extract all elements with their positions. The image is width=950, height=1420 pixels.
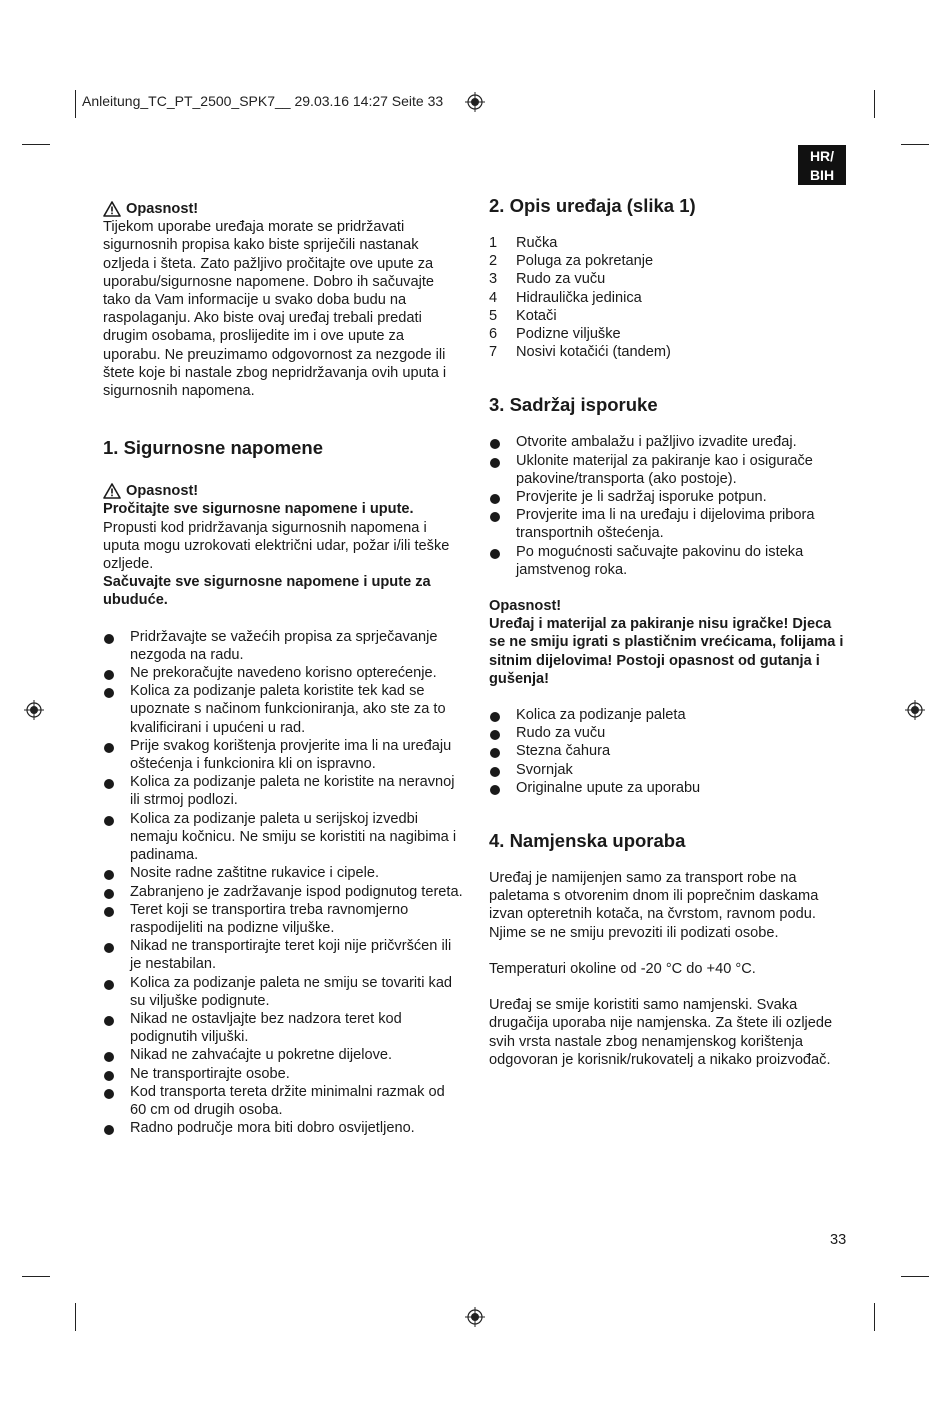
page-number: 33 <box>830 1232 847 1248</box>
list-item: Prije svakog korištenja provjerite ima li na uređaju oštećenja i funkcionira kli on ispravno. <box>103 737 463 773</box>
list-item: Nikad ne zahvaćajte u pokretne dijelove. <box>103 1046 463 1064</box>
part-label: Nosivi kotačići (tandem) <box>516 344 671 361</box>
part-number: 4 <box>489 289 498 306</box>
list-item: Stezna čahura <box>489 742 849 760</box>
list-item: Teret koji se transportira treba ravnomjerno raspodijeliti na podizne viljuške. <box>103 901 463 937</box>
intro-warning-label: Opasnost! <box>126 201 199 217</box>
list-item <box>489 252 849 270</box>
section-4-heading: 4. Namjenska uporaba <box>489 830 686 852</box>
list-item: Kolica za podizanje paleta ne koristite na neravnoj ili strmoj podlozi. <box>103 773 463 809</box>
list-item: Radno područje mora biti dobro osvijetljeno. <box>103 1119 463 1137</box>
crop-mark <box>874 90 875 118</box>
list-item: Kod transporta tereta držite minimalni razmak od 60 cm od drugih osoba. <box>103 1083 463 1119</box>
part-label: Hidraulička jedinica <box>516 289 642 306</box>
delivery-steps-list <box>489 433 849 579</box>
list-item: Provjerite je li sadržaj isporuke potpun. <box>489 488 849 506</box>
list-item: Provjerite ima li na uređaju i dijelovima pribora transportnih oštećenja. <box>489 506 849 542</box>
packaging-warning-text: Uređaj i materijal za pakiranje nisu igračke! Djeca se ne smiju igrati s plastičnim vrećicama, folijama i sitnim dijelovima! Postoji opasnost od gutanja i gušenja! <box>489 616 844 687</box>
crop-mark <box>75 90 76 118</box>
parts-list <box>489 234 849 361</box>
list-item <box>489 307 849 325</box>
list-item: Kolica za podizanje paleta koristite tek kad se upoznate s načinom funkcioniranja, ako ste za to kvalificirani i upućeni u rad. <box>103 682 463 737</box>
crop-mark <box>901 144 929 145</box>
delivery-contents-list <box>489 706 849 797</box>
registration-mark-icon <box>465 92 485 112</box>
list-item: Pridržavajte se važećih propisa za sprječavanje nezgoda na radu. <box>103 628 463 664</box>
list-item: Nikad ne transportirajte teret koji nije pričvršćen ili je nestabilan. <box>103 937 463 973</box>
list-item <box>489 234 849 252</box>
list-item: Nosite radne zaštitne rukavice i cipele. <box>103 864 463 882</box>
intro-warning-title <box>103 200 463 218</box>
warning-triangle-icon <box>103 201 121 217</box>
section-3-heading: 3. Sadržaj isporuke <box>489 394 658 416</box>
left-column <box>103 200 463 1137</box>
part-label: Poluga za pokretanje <box>516 253 654 270</box>
section-1-warning-title <box>103 482 463 500</box>
list-item: Rudo za vuču <box>489 724 849 742</box>
section-1-warning-label: Opasnost! <box>126 483 199 500</box>
crop-mark <box>874 1303 875 1331</box>
list-item: Nikad ne ostavljajte bez nadzora teret kod podignutih viljuški. <box>103 1010 463 1046</box>
part-label: Rudo za vuču <box>516 271 606 288</box>
crop-mark <box>901 1276 929 1277</box>
list-item <box>489 289 849 307</box>
warning-triangle-icon <box>103 483 121 499</box>
list-item: Svornjak <box>489 761 849 779</box>
list-item <box>489 325 849 343</box>
part-label: Ručka <box>516 235 558 251</box>
temperature-paragraph: Temperaturi okoline od -20 °C do +40 °C. <box>489 960 756 977</box>
list-item <box>489 270 849 288</box>
list-item: Zabranjeno je zadržavanje ispod podignutog tereta. <box>103 883 463 901</box>
list-item: Originalne upute za uporabu <box>489 779 849 797</box>
part-number: 6 <box>489 326 498 343</box>
keep-instructions: Sačuvajte sve sigurnosne napomene i upute za ubuduće. <box>103 574 431 609</box>
crop-mark <box>75 1303 76 1331</box>
part-number: 3 <box>489 271 498 288</box>
part-number: 1 <box>489 235 498 251</box>
packaging-warning-title: Opasnost! <box>489 598 562 615</box>
crop-mark <box>22 1276 50 1277</box>
read-all-instructions: Pročitajte sve sigurnosne napomene i upute. <box>103 501 414 518</box>
part-number: 7 <box>489 344 498 361</box>
intended-use-paragraph: Uređaj je namijenjen samo za transport robe na paletama s otvorenim dnom ili poprečnim daskama izvan opteretnih kotača, na čvrstom, ravnom podu. Njime se ne smiju prevoziti ili podizati osobe. <box>489 870 819 941</box>
part-number: 2 <box>489 253 498 270</box>
registration-mark-icon <box>465 1307 485 1327</box>
intro-warning-text: Tijekom uporabe uređaja morate se pridržavati sigurnosnih propisa kako biste spriječili nastanak ozljeda i šteta. Zato pažljivo pročitajte ove upute za uporabu/sigurnosne napomene. Dobro ih sačuvajte tako da Vam informacije u svako doba budu na raspolaganju. Ako biste ovaj uređaj trebali predati drugim osobama, proslijedite im i ove upute za uporabu. Ne preuzimamo odgovornost za nezgode ili štete koje bi nastale zbog nepridržavanja ovih uputa i sigurnosnih napomena. <box>103 219 447 400</box>
registration-mark-icon <box>905 700 925 720</box>
list-item: Otvorite ambalažu i pažljivo izvadite uređaj. <box>489 433 849 451</box>
list-item: Ne transportirajte osobe. <box>103 1065 463 1083</box>
print-slug: Anleitung_TC_PT_2500_SPK7__ 29.03.16 14:27 Seite 33 <box>82 93 444 109</box>
list-item: Kolica za podizanje paleta ne smiju se tovariti kad su viljuške podignute. <box>103 974 463 1010</box>
list-item: Uklonite materijal za pakiranje kao i osigurače pakovine/transporta (ako postoje). <box>489 452 849 488</box>
registration-mark-icon <box>24 700 44 720</box>
section-2-heading: 2. Opis uređaja (slika 1) <box>489 195 696 216</box>
right-column <box>489 194 849 1069</box>
liability-paragraph: Uređaj se smije koristiti samo namjenski. Svaka drugačija uporaba nije namjenska. Za štete ili ozljede svih vrsta nastale zbog nenamjenskog korištenja odgovoran je korisnik/rukovatelj a nikako proizvođač. <box>489 997 833 1068</box>
part-label: Kotači <box>516 307 557 324</box>
part-number: 5 <box>489 307 498 324</box>
omissions-text: Propusti kod pridržavanja sigurnosnih napomena i uputa mogu uzrokovati električni udar, požar i/ili teške ozljede. <box>103 519 450 573</box>
language-badge <box>798 145 846 185</box>
crop-mark <box>22 144 50 145</box>
list-item: Kolica za podizanje paleta u serijskoj izvedbi nemaju kočnicu. Ne smiju se koristiti na nagibima i padinama. <box>103 810 463 865</box>
part-label: Podizne viljuške <box>516 326 621 343</box>
section-1-heading: 1. Sigurnosne napomene <box>103 437 323 459</box>
language-badge-line1: HR/ <box>809 148 835 164</box>
safety-list <box>103 628 463 1138</box>
list-item: Po mogućnosti sačuvajte pakovinu do isteka jamstvenog roka. <box>489 543 849 579</box>
list-item: Kolica za podizanje paleta <box>489 706 849 724</box>
language-badge-line2: BIH <box>809 167 835 183</box>
list-item: Ne prekoračujte navedeno korisno opterećenje. <box>103 664 463 682</box>
list-item <box>489 343 849 361</box>
